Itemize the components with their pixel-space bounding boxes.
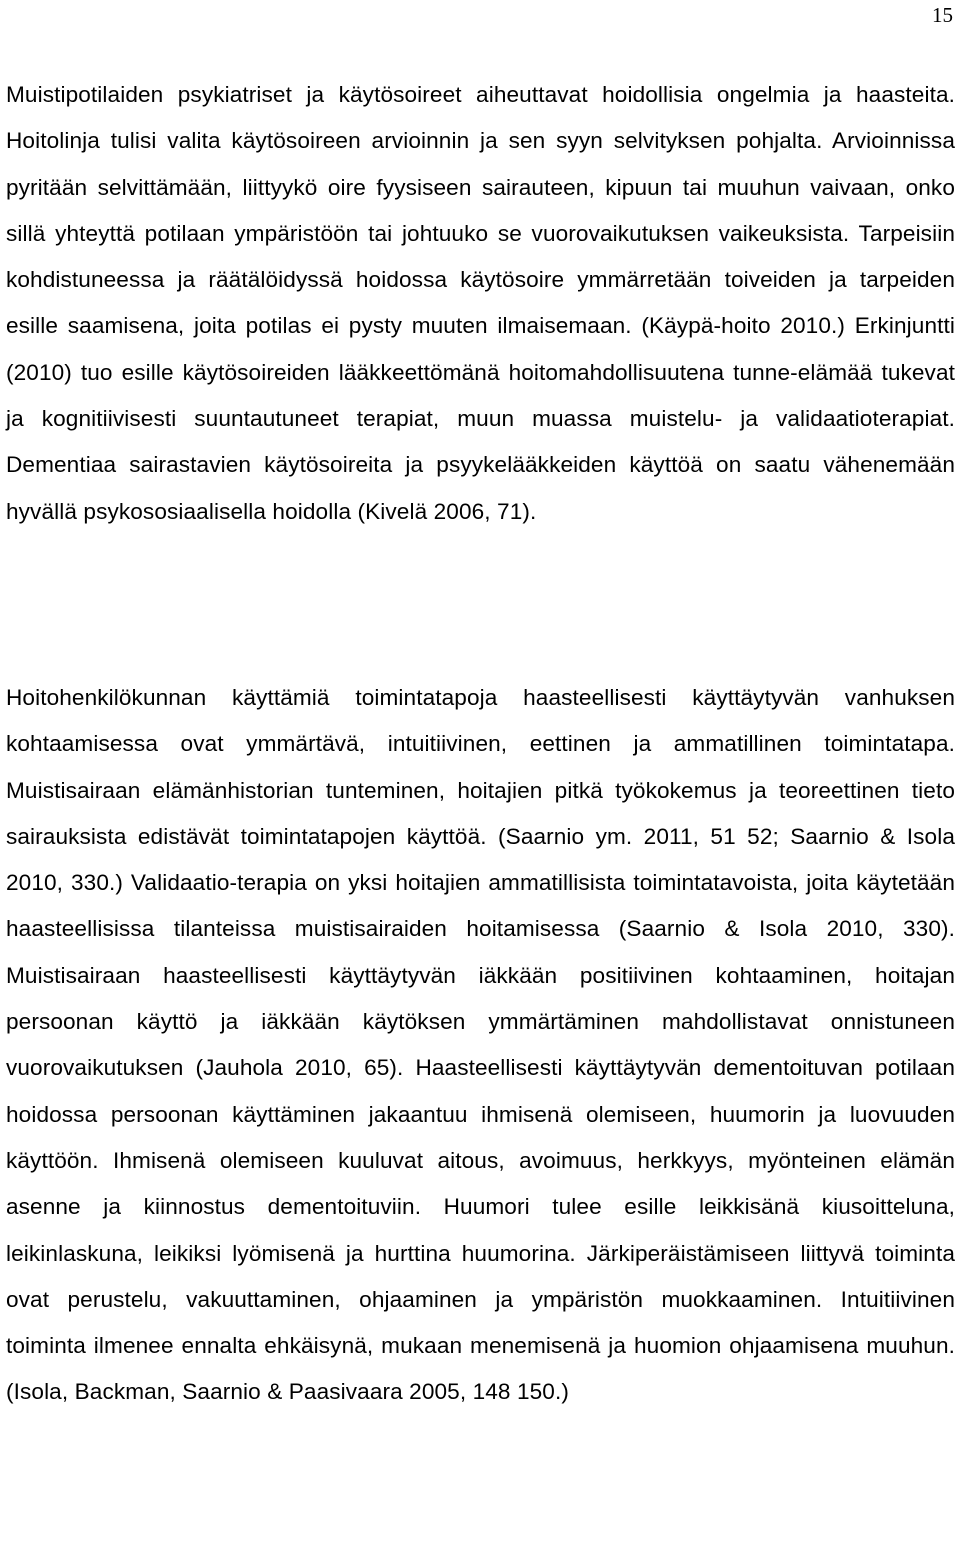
body-paragraph-1: Muistipotilaiden psykiatriset ja käytösoireet aiheuttavat hoidollisia ongelmia ja haasteita. Hoitolinja tulisi valita käytösoireen arvioinnin ja sen syyn selvityksen pohjalta. Arvioinnissa pyritään selvittämään, liittyykö oire fyysiseen sairauteen, kipuun tai muuhun vaivaan, onko sillä yhteyttä potilaan ympäristöön tai johtuuko se vuorovaikutuksen vaikeuksista. Tarpeisiin kohdistuneessa ja räätälöidyssä hoidossa käytösoire ymmärretään toiveiden ja tarpeiden esille saamisena, joita potilas ei pysty muuten ilmaisemaan. (Käypä-hoito 2010.) Erkinjuntti (2010) tuo esille käytösoireiden lääkkeettömänä hoitomahdollisuutena tunne-elämää tukevat ja kognitiivisesti suuntautuneet terapiat, muun muassa muistelu- ja validaatioterapiat. Dementiaa sairastavien käytösoireita ja psyykelääkkeiden käyttöä on saatu vähenemään hyvällä psykososiaalisella hoidolla (Kivelä 2006, 71).: [6, 82, 955, 524]
page-number: 15: [932, 3, 953, 27]
body-paragraph-2: Hoitohenkilökunnan käyttämiä toimintatapoja haasteellisesti käyttäytyvän vanhuksen kohtaamisessa ovat ymmärtävä, intuitiivinen, eettinen ja ammatillinen toimintatapa. Muistisairaan elämänhistorian tunteminen, hoitajien pitkä työkokemus ja teoreettinen tieto sairauksista edistävät toimintatapojen käyttöä. (Saarnio ym. 2011, 51 52; Saarnio & Isola 2010, 330.) Validaatio-terapia on yksi hoitajien ammatillisista toimintatavoista, joita käytetään haasteellisissa tilanteissa muistisairaiden hoitamisessa (Saarnio & Isola 2010, 330). Muistisairaan haasteellisesti käyttäytyvän iäkkään positiivinen kohtaaminen, hoitajan persoonan käyttö ja iäkkään käytöksen ymmärtäminen mahdollistavat onnistuneen vuorovaikutuksen (Jauhola 2010, 65). Haasteellisesti käyttäytyvän dementoituvan potilaan hoidossa persoonan käyttäminen jakaantuu ihmisenä olemiseen, huumorin ja luovuuden käyttöön. Ihmisenä olemiseen kuuluvat aitous, avoimuus, herkkyys, myönteinen elämän asenne ja kiinnostus dementoituviin. Huumori tulee esille leikkisänä kiusoitteluna, leikinlaskuna, leikiksi lyömisenä ja hurttina huumorina. Järkiperäistämiseen liittyvä toiminta ovat perustelu, vakuuttaminen, ohjaaminen ja ympäristön muokkaaminen. Intuitiivinen toiminta ilmenee ennalta ehkäisynä, mukaan menemisenä ja huomion ohjaamisena muuhun. (Isola, Backman, Saarnio & Paasivaara 2005, 148 150.): [6, 685, 955, 1405]
